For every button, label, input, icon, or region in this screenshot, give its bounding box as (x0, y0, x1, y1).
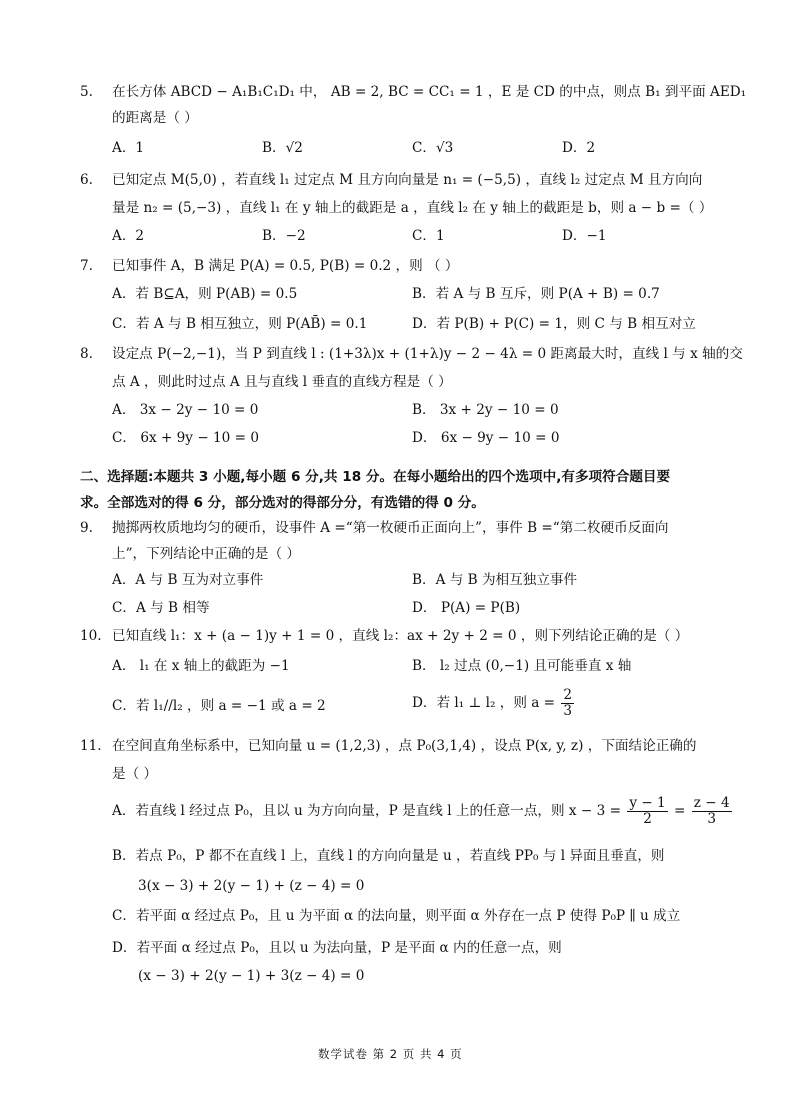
question-11-option-d-line1: D．若平面 α 经过点 P₀，且以 u 为法向量，P 是平面 α 内的任意一点，则 (112, 940, 562, 956)
page-footer: 数学试卷 第 2 页 共 4 页 (318, 1047, 463, 1061)
question-9-option-b: B．A 与 B 为相互独立事件 (412, 572, 578, 588)
question-11-option-a-text: A．若直线 l 经过点 P₀，且以 u 为方向向量，P 是直线 l 上的任意一点，则 x − 3 = (112, 803, 621, 819)
question-8-option-d: D． 6x − 9y − 10 = 0 (412, 430, 560, 446)
question-10-option-c: C．若 l₁//l₂ ，则 a = −1 或 a = 2 (112, 698, 326, 714)
question-7-stem: 已知事件 A，B 满足 P(A) = 0.5, P(B) = 0.2 ，则 （ ） (112, 258, 459, 274)
question-6-option-b: B．−2 (262, 228, 306, 244)
question-10-stem: 已知直线 l₁：x + (a − 1)y + 1 = 0 ，直线 l₂：ax + 2y + 2 = 0 ，则下列结论正确的是（ ） (112, 628, 689, 644)
section-2-heading-line1: 二、选择题:本题共 3 小题,每小题 6 分,共 18 分。在每小题给出的四个选项中,有多项符合题目要 (80, 469, 671, 485)
fraction-numerator: y − 1 (629, 795, 666, 811)
question-9-option-c: C．A 与 B 相等 (112, 600, 210, 616)
question-8-option-c: C． 6x + 9y − 10 = 0 (112, 430, 260, 446)
question-5-option-a: A．1 (112, 140, 145, 156)
question-7-option-b: B．若 A 与 B 互斥，则 P(A + B) = 0.7 (412, 286, 660, 302)
question-10-option-a: A． l₁ 在 x 轴上的截距为 −1 (112, 658, 290, 674)
question-10-option-d-fraction (561, 688, 574, 719)
question-11-option-a-fraction-2 (692, 796, 732, 827)
fraction-numerator: z − 4 (693, 795, 730, 811)
question-8-option-a: A． 3x − 2y − 10 = 0 (112, 402, 259, 418)
question-5-stem-line1: 在长方体 ABCD − A₁B₁C₁D₁ 中， AB = 2, BC = CC₁ = 1 ，E 是 CD 的中点，则点 B₁ 到平面 AED₁ (112, 84, 747, 100)
question-6-option-c: C．1 (412, 228, 445, 244)
question-11-stem-line1: 在空间直角坐标系中，已知向量 u = (1,2,3) ，点 P₀(3,1,4) ，设点 P(x, y, z) ，下面结论正确的 (112, 738, 697, 754)
fraction-denominator: 2 (643, 811, 652, 827)
question-11-option-a (112, 796, 734, 827)
question-5-option-b: B．√2 (262, 140, 303, 156)
question-9-number: 9. (80, 520, 93, 536)
question-6-stem-line2: 量是 n₂ = (5,−3) ，直线 l₁ 在 y 轴上的截距是 a ，直线 l₂ 在 y 轴上的截距是 b，则 a − b =（ ） (112, 200, 713, 216)
question-9-stem-line1: 抛掷两枚质地均匀的硬币，设事件 A =“第一枚硬币正面向上”，事件 B =“第二枚硬币反面向 (112, 520, 669, 536)
question-10-option-b: B． l₂ 过点 (0,−1) 且可能垂直 x 轴 (412, 658, 632, 674)
question-11-stem-line2: 是（ ） (112, 766, 158, 782)
question-11-option-c: C．若平面 α 经过点 P₀，且 u 为平面 α 的法向量，则平面 α 外存在一点 P 使得 P₀P ∥ u 成立 (112, 908, 681, 924)
question-7-option-a: A．若 B⊆A，则 P(AB) = 0.5 (112, 286, 298, 302)
question-11-option-b-line1: B．若点 P₀，P 都不在直线 l 上，直线 l 的方向向量是 u ，若直线 PP₀ 与 l 异面且垂直，则 (112, 848, 665, 864)
question-8-stem-line1: 设定点 P(−2,−1)，当 P 到直线 l : (1+3λ)x + (1+λ)y − 2 − 4λ = 0 距离最大时，直线 l 与 x 轴的交 (112, 346, 743, 362)
question-6-stem-line1: 已知定点 M(5,0) ，若直线 l₁ 过定点 M 且方向向量是 n₁ = (−5,5) ，直线 l₂ 过定点 M 且方向向 (112, 172, 703, 188)
question-9-option-d: D． P(A) = P(B) (412, 600, 521, 616)
question-10-number: 10. (80, 628, 102, 644)
question-7-number: 7. (80, 258, 93, 274)
section-2-heading-line2: 求。全部选对的得 6 分，部分选对的得部分分，有选错的得 0 分。 (80, 495, 485, 511)
fraction-numerator: 2 (563, 687, 573, 703)
equals-sign: = (674, 803, 686, 819)
question-5-option-c: C．√3 (412, 140, 454, 156)
question-11-option-a-fraction-1 (627, 796, 667, 827)
question-5-option-d: D．2 (562, 140, 596, 156)
question-7-option-d: D．若 P(B) + P(C) = 1，则 C 与 B 相互对立 (412, 316, 696, 332)
question-8-number: 8. (80, 346, 93, 362)
question-11-option-b-line2: 3(x − 3) + 2(y − 1) + (z − 4) = 0 (138, 878, 365, 894)
question-5-number: 5. (80, 84, 93, 100)
question-8-option-b: B． 3x + 2y − 10 = 0 (412, 402, 559, 418)
fraction-denominator: 3 (707, 811, 716, 827)
question-5-stem-line2: 的距离是（ ） (112, 110, 198, 126)
question-9-stem-line2: 上”，下列结论中正确的是（ ） (112, 546, 300, 562)
question-11-number: 11. (80, 738, 102, 754)
question-10-option-d (412, 688, 576, 719)
question-6-option-d: D．−1 (562, 228, 607, 244)
question-10-option-d-text: D．若 l₁ ⊥ l₂ ，则 a = (412, 695, 556, 711)
question-7-option-c: C．若 A 与 B 相互独立，则 P(AB̄) = 0.1 (112, 316, 368, 332)
question-8-stem-line2: 点 A ，则此时过点 A 且与直线 l 垂直的直线方程是（ ） (112, 374, 452, 390)
question-6-number: 6. (80, 172, 93, 188)
question-6-option-a: A．2 (112, 228, 145, 244)
fraction-denominator: 3 (563, 703, 573, 719)
question-9-option-a: A．A 与 B 互为对立事件 (112, 572, 264, 588)
question-11-option-d-line2: (x − 3) + 2(y − 1) + 3(z − 4) = 0 (138, 968, 365, 984)
